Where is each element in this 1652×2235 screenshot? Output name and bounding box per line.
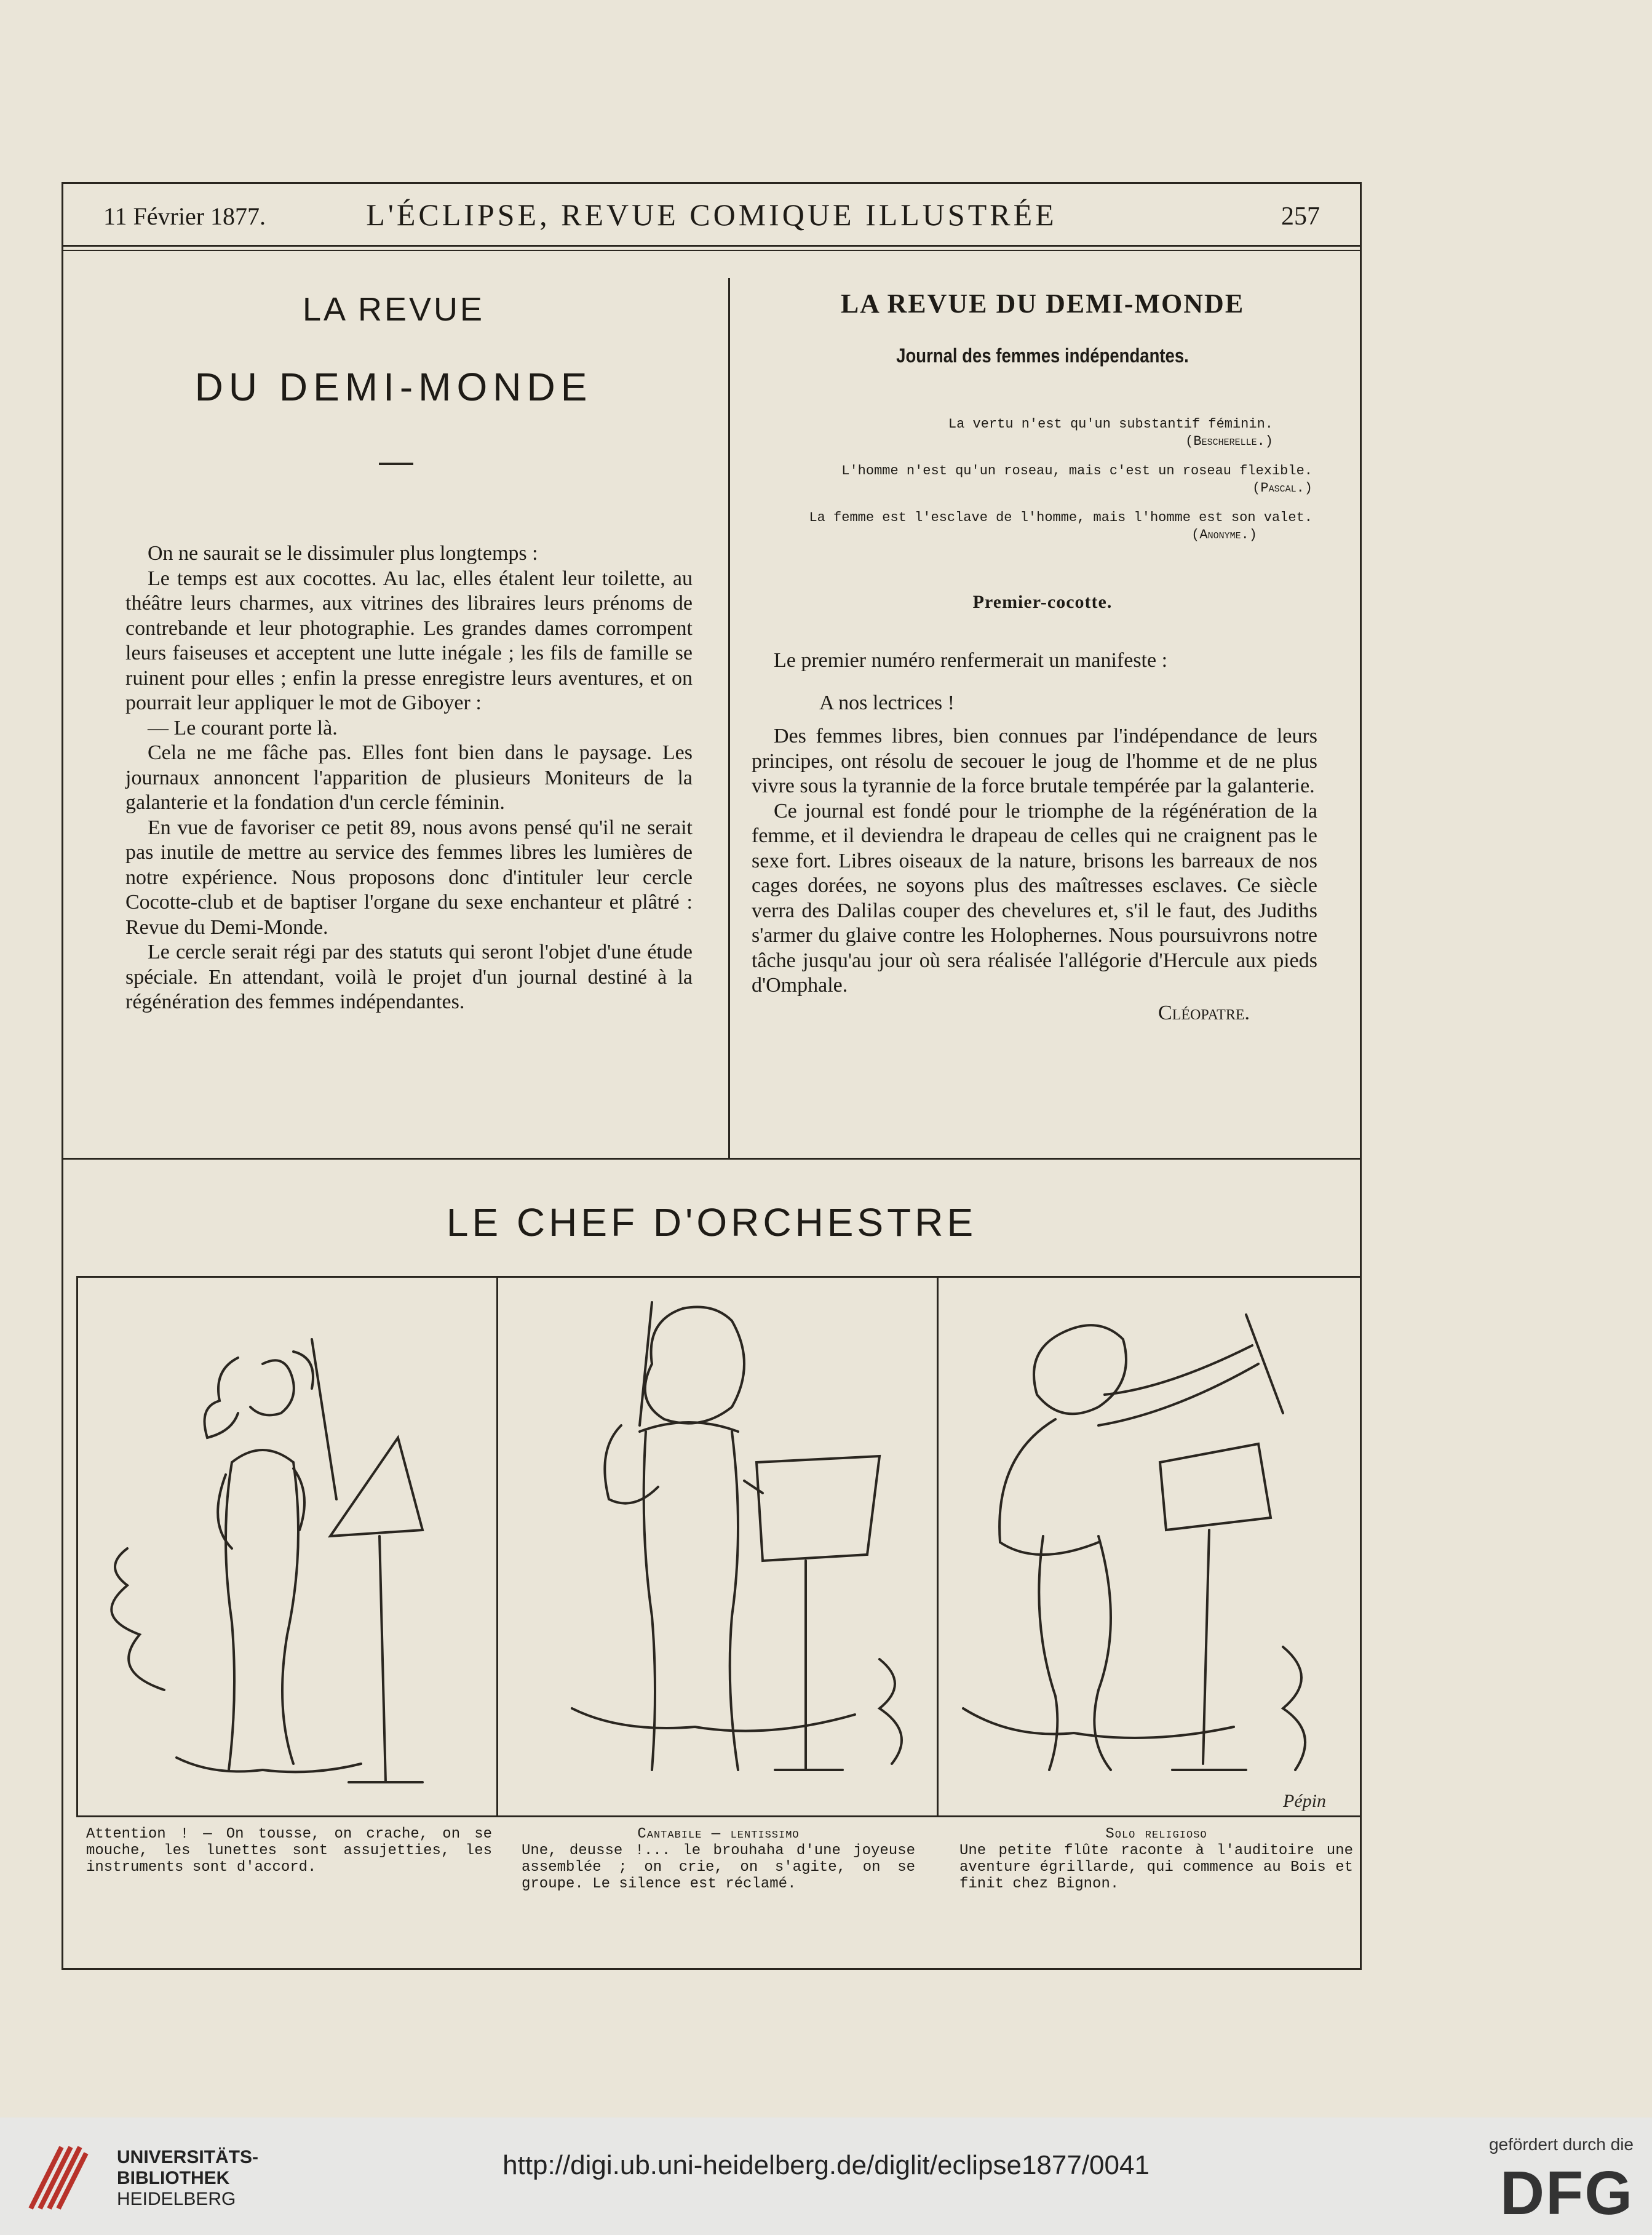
title-dash: [379, 463, 413, 465]
caption-text: Une, deusse !... le brouhaha d'une joyeuse assemblée ; on crie, on s'agite, on se groupe. Le silence est réclamé.: [522, 1843, 915, 1892]
journal-title: L'ÉCLIPSE, REVUE COMIQUE ILLUSTRÉE: [366, 197, 1057, 232]
section-title: Premier-cocotte.: [972, 592, 1113, 612]
cartoon-title: LE CHEF D'ORCHESTRE: [446, 1200, 977, 1245]
funding-label: gefördert durch die: [1488, 2135, 1634, 2154]
signature: Cléopatre.: [1158, 1001, 1250, 1024]
left-article-title-line1: LA REVUE: [302, 291, 485, 328]
caption-heading: Solo religioso: [1105, 1826, 1207, 1843]
caption-3: [959, 1826, 1353, 1892]
caption-text: Attention ! — On tousse, on crache, on se mouche, les lunettes sont assujetties, les instruments sont d'accord.: [86, 1826, 492, 1876]
paragraph: — Le courant porte là.: [148, 716, 338, 739]
paragraph: Cela ne me fâche pas. Elles font bien dans le paysage. Les journaux annoncent l'apparition de plusieurs Moniteurs de la galanterie et la fondation d'un cercle féminin.: [125, 741, 693, 814]
section-rule: [62, 1158, 1362, 1160]
manifesto-intro: Le premier numéro renfermerait un manifeste :: [774, 649, 1168, 672]
caption-2: [522, 1826, 915, 1892]
right-article-title: LA REVUE DU DEMI-MONDE: [840, 289, 1245, 319]
paragraph: Ce journal est fondé pour le triomphe de la régénération de la femme, et il deviendra le drapeau de celles qui ne craignent pas le sexe fort. Libres oiseaux de la nature, brisons les barreaux de nos cages dorées, ne soyons plus des maîtresses esclaves. Ce siècle verra des Dalilas couper des chevelures et, s'il le faut, des Judiths s'armer du glaive contre les Holophernes. Nous poursuivrons notre tâche jusqu'au jour où sera réalisée l'allégorie d'Hercule aux pieds d'Omphale.: [752, 799, 1317, 997]
conductor-solo-illustration: [939, 1278, 1360, 1815]
cartoon-panel-1: [78, 1278, 496, 1815]
cartoon-panel-3: [939, 1278, 1360, 1815]
paragraph: Le cercle serait régi par des statuts qui seront l'objet d'une étude spéciale. En attendant, voilà le projet d'un journal destiné à la régénération des femmes indépendantes.: [125, 941, 693, 1013]
epigraph-1: [769, 416, 1273, 450]
cartoon-panel-2: [498, 1278, 937, 1815]
header-rule-top: [62, 245, 1362, 247]
paragraph: Le temps est aux cocottes. Au lac, elles étalent leur toilette, au théâtre leurs charmes, aux vitrines des libraires leurs prénoms de contrebande et leur photographie. Les grandes dames corrompent leurs faiseuses et acceptent une lutte inégale ; les fils de famille se ruinent pour elles ; enfin la presse enregistre leurs aventures, et on pourrait leur appliquer le mot de Giboyer :: [125, 567, 693, 714]
paragraph: Des femmes libres, bien connues par l'indépendance de leurs principes, ont résolu de secouer le joug de l'homme et de ne plus vivre sous la tyrannie de la force brutale tempérée par la galanterie.: [752, 725, 1317, 797]
artist-signature: Pépin: [1283, 1791, 1326, 1811]
column-divider: [728, 278, 730, 1158]
permalink-url[interactable]: http://digi.ub.uni-heidelberg.de/diglit/eclipse1877/0041: [502, 2150, 1150, 2180]
page-header: [62, 197, 1362, 240]
caption-text: Une petite flûte raconte à l'auditoire une aventure égrillarde, qui commence au Bois et finit chez Bignon.: [959, 1843, 1353, 1892]
right-article-body: [752, 648, 1317, 1026]
dfg-logo: DFG: [1499, 2159, 1634, 2228]
paragraph: On ne saurait se le dissimuler plus longtemps :: [148, 542, 538, 565]
epigraph-author: (Pascal.): [1252, 480, 1312, 496]
library-name-line2: BIBLIOTHEK: [117, 2168, 230, 2188]
epigraph-quote: La vertu n'est qu'un substantif féminin.: [948, 416, 1273, 432]
conductor-attention-illustration: [78, 1278, 496, 1815]
caption-1: [86, 1826, 492, 1876]
header-rule-bottom: [62, 250, 1362, 251]
conductor-cantabile-illustration: [498, 1278, 937, 1815]
issue-date: 11 Février 1877.: [103, 202, 266, 230]
epigraph-3: [769, 509, 1312, 544]
caption-heading: Cantabile — lentissimo: [637, 1826, 800, 1843]
library-name-line1: UNIVERSITÄTS-: [117, 2147, 259, 2167]
epigraph-2: [769, 463, 1312, 497]
epigraph-author: (Bescherelle.): [1185, 434, 1273, 449]
epigraph-quote: L'homme n'est qu'un roseau, mais c'est un roseau flexible.: [841, 463, 1312, 479]
page-number: 257: [1281, 202, 1320, 231]
salutation: A nos lectrices !: [819, 691, 955, 714]
left-article-body: [125, 541, 693, 1015]
paragraph: En vue de favoriser ce petit 89, nous avons pensé qu'il ne serait pas inutile de mettre au service des femmes libres les lumières de notre expérience. Nous proposons donc d'intituler leur cercle Cocotte-club et de baptiser l'organe du sexe enchanteur et plâtré : Revue du Demi-Monde.: [125, 816, 693, 939]
library-name-line3: HEIDELBERG: [117, 2189, 236, 2209]
cartoon-panels: [76, 1276, 1362, 1817]
epigraph-quote: La femme est l'esclave de l'homme, mais l'homme est son valet.: [809, 510, 1312, 525]
epigraph-author: (Anonyme.): [1191, 527, 1257, 543]
right-article-subtitle: Journal des femmes indépendantes.: [896, 345, 1189, 367]
left-article-title-line2: DU DEMI-MONDE: [194, 365, 593, 409]
